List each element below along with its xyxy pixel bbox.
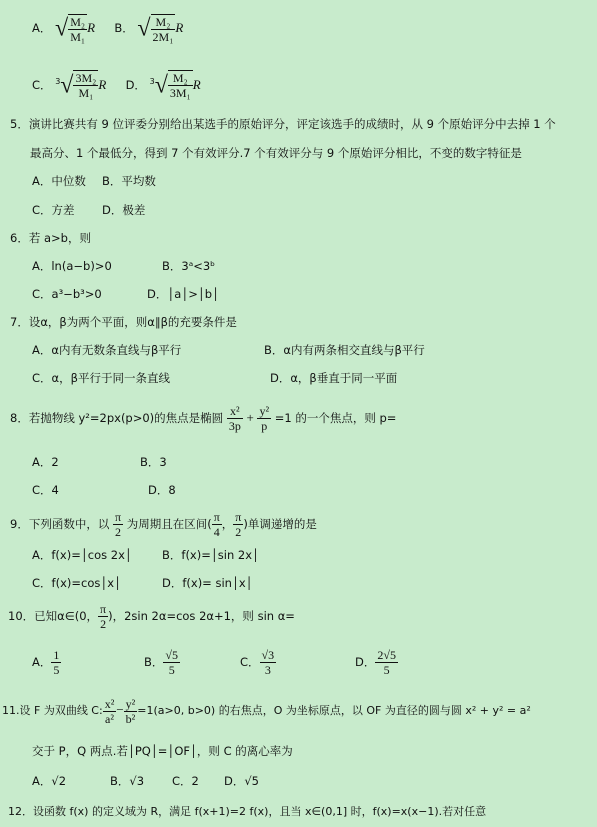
q9-options-row2: [32, 575, 253, 591]
q10-option-c-label: C．: [240, 655, 260, 669]
q11-stem: 11.设 F 为双曲线 C: $\frac{\text{x²}}{\text{a²}}$ − $\frac{\text{y²}}{\text{b²}}$ =1(a>0, b>0) 的右焦点，O 为坐标原点，以 OF 为直径的圆与圆 x² + y² = a²: [2, 696, 531, 726]
q4-option-b-label: B．: [114, 21, 134, 35]
q9-options-row1: [32, 547, 259, 563]
q8-options-row1: [32, 454, 167, 470]
q5-options-row1: [32, 173, 156, 189]
q11-option-b: B．√3: [110, 774, 145, 788]
q7-stem: 7．设α，β为两个平面，则α∥β的充要条件是: [10, 315, 237, 329]
q9-fraction-pi-2: $\frac{\pi}{2}$: [114, 510, 122, 539]
q11-option-a: A．√2: [32, 774, 67, 788]
q4-option-a-label: A．: [32, 21, 52, 35]
q8-options-row2: [32, 482, 176, 498]
q6-stem: 6．若 a>b，则: [10, 231, 91, 245]
q7-option-d: D．α，β垂直于同一平面: [270, 371, 398, 385]
q6-options-row1: [32, 258, 215, 274]
q10-stem: 10．已知α∈(0， $\frac{\pi}{2}$ )，2sin 2α=cos 2α+1，则 sin α=: [8, 602, 295, 631]
q8-option-d: D．8: [148, 483, 176, 497]
q8-option-b: B．3: [140, 455, 167, 469]
q10-options-row: [32, 644, 398, 680]
q10-option-a-label: A．: [32, 655, 52, 669]
q10-option-a-fraction: $\frac{1}{5}$: [53, 648, 60, 677]
q4-option-c-fraction: $\frac{\text{3M₂}}{\text{M₁}}$: [75, 71, 97, 101]
q5-stem-line1: 5．演讲比赛共有 9 位评委分别给出某选手的原始评分，评定该选手的成绩时，从 9 个原始评分中去掉 1 个: [10, 117, 556, 131]
q10-option-c-fraction: $\frac{√3}{3}$: [261, 648, 275, 677]
q11-option-d: D．√5: [224, 774, 259, 788]
q5-stem-line2: 最高分、1 个最低分，得到 7 个有效评分.7 个有效评分与 9 个原始评分相比，不变的数字特征是: [30, 146, 522, 160]
q8-option-a: A．2: [32, 455, 59, 469]
q9-fraction-pi-4: $\frac{\pi}{4}$: [213, 510, 220, 539]
q11-fraction-y2-b2: $\frac{\text{y²}}{\text{b²}}$: [125, 696, 136, 726]
q9-option-d: D．f(x)= sin│x│: [162, 576, 253, 590]
q11-stem-line2: 交于 P，Q 两点.若│PQ│=│OF│，则 C 的离心率为: [32, 744, 293, 758]
q8-option-c: C．4: [32, 483, 59, 497]
q12-stem: 12．设函数 f(x) 的定义域为 R，满足 f(x+1)=2 f(x)，且当 x∈(0,1] 时，f(x)=x(x−1).若对任意: [8, 805, 487, 818]
q7-option-b: B．α内有两条相交直线与β平行: [264, 343, 425, 357]
q4-options-row2: C． $^3$√ $\frac{\text{3M₂}}{\text{M₁}}$ R D． $^3$√ $\frac{\text{M₂}}{\text{3M₁}}$ R: [32, 71, 201, 101]
q6-option-d: D．│a│>│b│: [147, 287, 220, 301]
q4-option-b-fraction: $\frac{\text{M₂}}{\text{2M₁}}$: [152, 14, 174, 44]
q4-option-d-fraction: $\frac{\text{M₂}}{\text{3M₁}}$: [169, 71, 191, 101]
q4-options-row1: A． √ $\frac{\text{M₂}}{\text{M₁}}$ R B． √ $\frac{\text{M₂}}{\text{2M₁}}$ R: [32, 14, 184, 44]
q6-option-a: A．ln(a−b)>0: [32, 259, 112, 273]
q10-option-b-label: B．: [144, 655, 164, 669]
q7-option-a: A．α内有无数条直线与β平行: [32, 343, 182, 357]
q9-stem: 9．下列函数中，以 $\frac{\pi}{2}$ 为周期且在区间( $\frac{\pi}{4}$ ， $\frac{\pi}{2}$ )单调递增的是: [10, 510, 317, 539]
q6-options-row2: [32, 286, 219, 302]
q9-fraction-pi-2b: $\frac{\pi}{2}$: [235, 510, 242, 539]
q10-fraction-pi-2: $\frac{\pi}{2}$: [100, 602, 107, 631]
q11-option-c: C．2: [172, 774, 199, 788]
q6-option-b: B．3ᵃ<3ᵇ: [162, 259, 216, 273]
q7-options-row1: [32, 342, 425, 358]
q11-fraction-x2-a2: $\frac{\text{x²}}{\text{a²}}$: [104, 696, 115, 726]
q5-option-d: D．极差: [102, 203, 146, 217]
q10-option-b-fraction: $\frac{√5}{5}$: [165, 648, 178, 677]
q5-option-b: B．平均数: [102, 174, 156, 188]
q5-option-a: A．中位数: [32, 174, 86, 188]
q9-option-a: A．f(x)=│cos 2x│: [32, 548, 132, 562]
q11-options-row: [32, 773, 259, 789]
q8-fraction-y2-p: $\frac{\text{y²}}{p}$: [259, 404, 270, 433]
q9-option-b: B．f(x)=│sin 2x│: [162, 548, 259, 562]
q4-option-d-label: D．: [125, 77, 146, 92]
q4-option-c-label: C．: [32, 77, 52, 92]
q5-options-row2: [32, 202, 145, 218]
q10-option-d-label: D．: [355, 655, 376, 669]
q4-option-a-fraction: $\frac{\text{M₂}}{\text{M₁}}$: [70, 14, 86, 44]
q7-options-row2: [32, 370, 397, 386]
q8-fraction-x2-3p: $\frac{\text{x²}}{3p}$: [228, 404, 241, 433]
q5-option-c: C．方差: [32, 203, 75, 217]
q7-option-c: C．α，β平行于同一条直线: [32, 371, 170, 385]
q10-option-d-fraction: $\frac{2√5}{5}$: [377, 648, 396, 677]
q8-stem: 8．若抛物线 y²=2px(p>0)的焦点是椭圆 $\frac{\text{x²}}{3p}$ + $\frac{\text{y²}}{p}$ =1 的一个焦点，则 p=: [10, 404, 397, 433]
q6-option-c: C．a³−b³>0: [32, 287, 102, 301]
q9-option-c: C．f(x)=cos│x│: [32, 576, 121, 590]
